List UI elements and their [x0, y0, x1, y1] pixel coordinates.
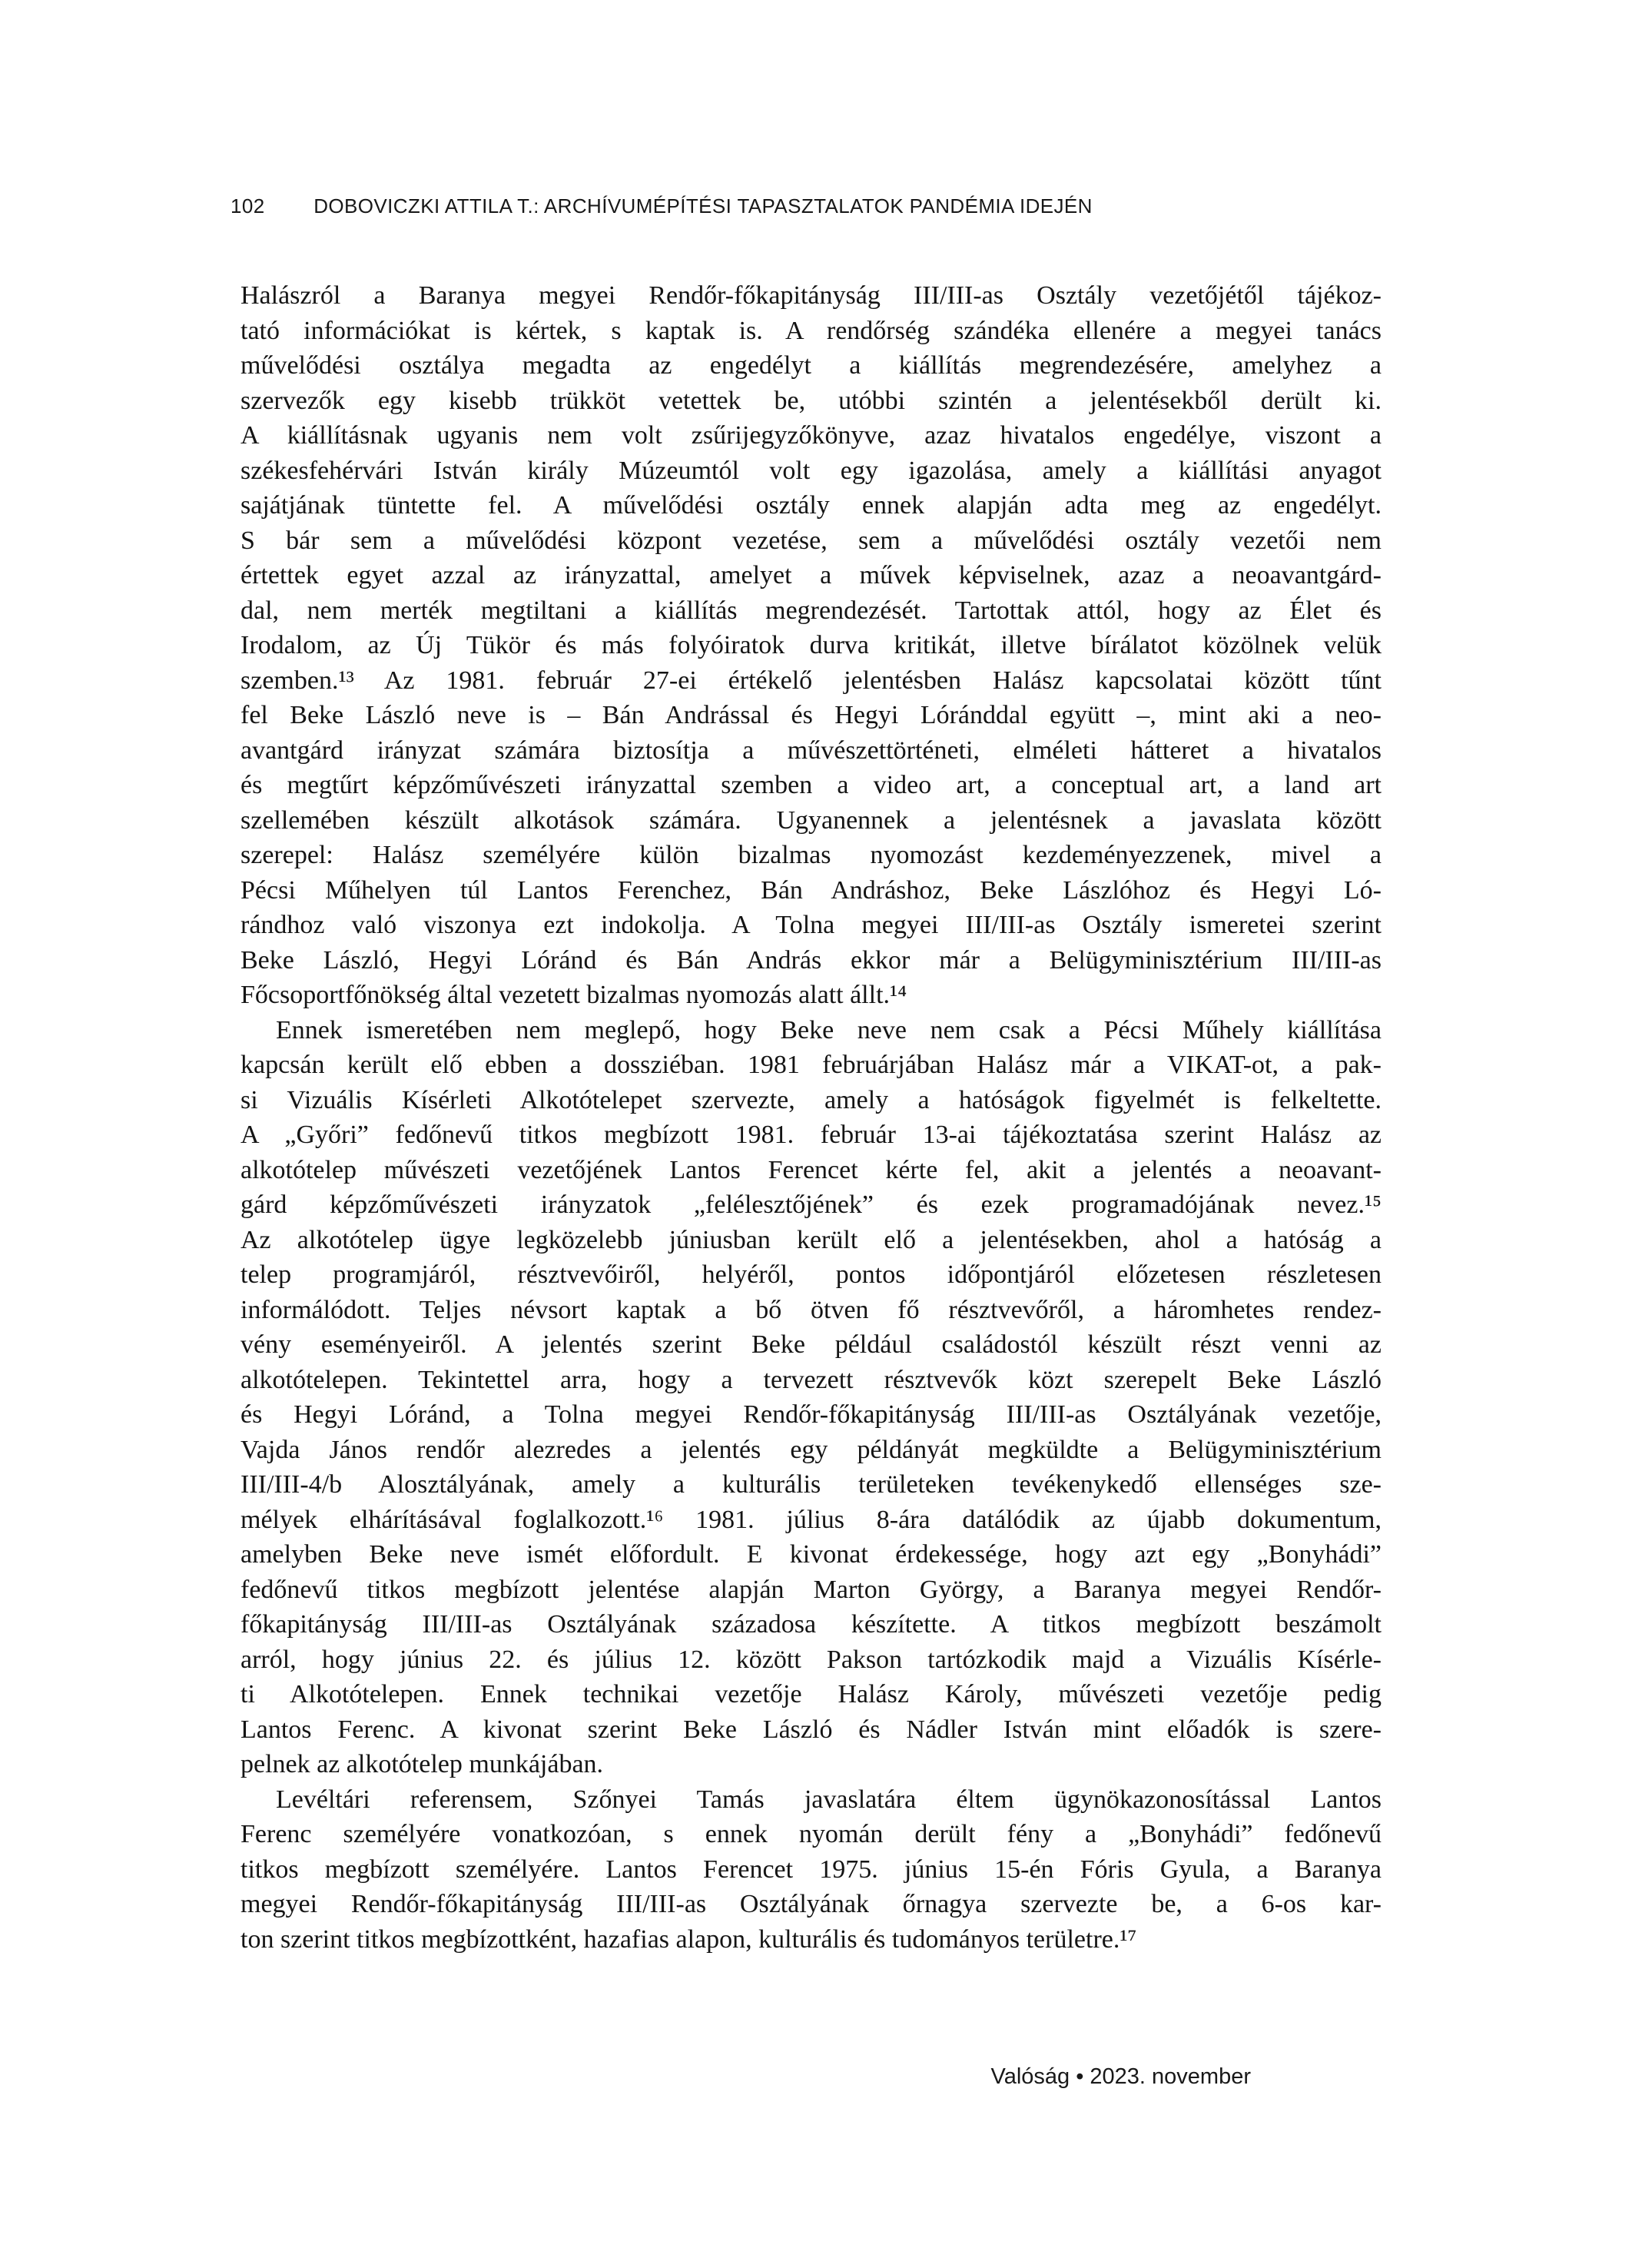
paragraph-1 — [240, 278, 1382, 1013]
text-line: ton szerint titkos megbízottként, hazafias alapon, kulturális és tudományos területre.¹⁷ — [240, 1924, 1137, 1954]
page-number: 102 — [231, 194, 265, 218]
page-header — [231, 194, 1401, 218]
text-line: szervezők egy kisebb trükköt vetettek be, utóbbi szintén a jelentésekből derült ki. — [240, 386, 1382, 415]
text-line: tató információkat is kértek, s kaptak is. A rendőrség szándéka ellenére a megyei tanács — [240, 316, 1382, 345]
article-body — [240, 278, 1382, 1957]
text-line: sajátjának tüntette fel. A művelődési osztály ennek alapján adta meg az engedélyt. — [240, 491, 1382, 520]
text-line: és Hegyi Lóránd, a Tolna megyei Rendőr-főkapitányság III/III-as Osztályának vezetője, — [240, 1400, 1382, 1429]
text-line: szellemében készült alkotások számára. Ugyanennek a jelentésnek a javaslata között — [240, 805, 1382, 835]
page-footer — [240, 2063, 1251, 2090]
text-line: művelődési osztálya megadta az engedélyt a kiállítás megrendezésére, amelyhez a — [240, 351, 1382, 380]
text-line: Ennek ismeretében nem meglepő, hogy Beke neve nem csak a Pécsi Műhely kiállítása — [276, 1015, 1382, 1044]
text-line: avantgárd irányzat számára biztosítja a művészettörténeti, elméleti hátteret a hivatalos — [240, 736, 1382, 765]
text-line: alkotótelepen. Tekintettel arra, hogy a tervezett résztvevők közt szerepelt Beke László — [240, 1365, 1382, 1394]
text-line: alkotótelep művészeti vezetőjének Lantos Ferencet kérte fel, akit a jelentés a neoavant- — [240, 1155, 1382, 1184]
text-line: Pécsi Műhelyen túl Lantos Ferenchez, Bán Andráshoz, Beke Lászlóhoz és Hegyi Ló- — [240, 875, 1382, 905]
text-line: Az alkotótelep ügye legközelebb júniusban került elő a jelentésekben, ahol a hatóság a — [240, 1225, 1382, 1254]
text-line: informálódott. Teljes névsort kaptak a bő ötven fő résztvevőről, a háromhetes rendez- — [240, 1295, 1382, 1324]
text-line: telep programjáról, résztvevőiről, helyéről, pontos időpontjáról előzetesen részletesen — [240, 1260, 1382, 1289]
text-line: értettek egyet azzal az irányzattal, amelyet a művek képviselnek, azaz a neoavantgárd- — [240, 561, 1382, 589]
text-line: Ferenc személyére vonatkozóan, s ennek nyomán derült fény a „Bonyhádi” fedőnevű — [240, 1820, 1382, 1848]
text-line: kapcsán került elő ebben a dossziéban. 1981 februárjában Halász már a VIKAT-ot, a pak- — [240, 1051, 1382, 1079]
text-line: Beke László, Hegyi Lóránd és Bán András ekkor már a Belügyminisztérium III/III-as — [240, 945, 1382, 975]
text-line: III/III-4/b Alosztályának, amely a kulturális területeken tevékenykedő ellenséges sze- — [240, 1470, 1382, 1499]
text-line: titkos megbízott személyére. Lantos Ferencet 1975. június 15-én Fóris Gyula, a Baranya — [240, 1855, 1382, 1884]
journal-issue-line: Valóság • 2023. november — [990, 2064, 1251, 2089]
text-line: szemben.¹³ Az 1981. február 27-ei értékelő jelentésben Halász kapcsolatai között tűnt — [240, 666, 1382, 695]
text-line: mélyek elhárításával foglalkozott.¹⁶ 1981. július 8-ára datálódik az újabb dokumentum, — [240, 1505, 1382, 1534]
paragraph-2 — [240, 1013, 1382, 1782]
text-line: Halászról a Baranya megyei Rendőr-főkapitányság III/III-as Osztály vezetőjétől tájékoz- — [240, 281, 1382, 310]
text-line: Irodalom, az Új Tükör és más folyóiratok durva kritikát, illetve bírálatot közölnek velük — [240, 631, 1382, 659]
paragraph-3 — [240, 1782, 1382, 1958]
text-line: megyei Rendőr-főkapitányság III/III-as Osztályának őrnagya szervezte be, a 6-os kar- — [240, 1890, 1382, 1918]
text-line: Vajda János rendőr alezredes a jelentés egy példányát megküldte a Belügyminisztérium — [240, 1435, 1382, 1464]
text-line: A „Győri” fedőnevű titkos megbízott 1981. február 13-ai tájékoztatása szerint Halász az — [240, 1121, 1382, 1149]
text-line: rándhoz való viszonya ezt indokolja. A Tolna megyei III/III-as Osztály ismeretei szerint — [240, 911, 1382, 939]
text-line: szerepel: Halász személyére külön bizalmas nyomozást kezdeményezzenek, mivel a — [240, 841, 1382, 869]
text-line: pelnek az alkotótelep munkájában. — [240, 1750, 604, 1778]
running-title: DOBOVICZKI ATTILA T.: ARCHÍVUMÉPÍTÉSI TAPASZTALATOK PANDÉMIA IDEJÉN — [313, 194, 1093, 218]
text-line: Főcsoportfőnökség által vezetett bizalmas nyomozás alatt állt.¹⁴ — [240, 981, 907, 1009]
text-line: ti Alkotótelepen. Ennek technikai vezetője Halász Károly, művészeti vezetője pedig — [240, 1680, 1382, 1708]
text-line: si Vizuális Kísérleti Alkotótelepet szervezte, amely a hatóságok figyelmét is felkeltette. — [240, 1085, 1382, 1114]
text-line: A kiállításnak ugyanis nem volt zsűrijegyzőkönyve, azaz hivatalos engedélye, viszont a — [240, 421, 1382, 450]
text-line: arról, hogy június 22. és július 12. között Pakson tartózkodik majd a Vizuális Kísérle- — [240, 1645, 1382, 1674]
text-line: fedőnevű titkos megbízott jelentése alapján Marton György, a Baranya megyei Rendőr- — [240, 1575, 1382, 1604]
text-line: fel Beke László neve is – Bán Andrással és Hegyi Lóránddal együtt –, mint aki a neo- — [240, 701, 1382, 729]
text-line: Levéltári referensem, Szőnyei Tamás javaslatára éltem ügynökazonosítással Lantos — [276, 1785, 1382, 1814]
text-line: dal, nem merték megtiltani a kiállítás megrendezését. Tartottak attól, hogy az Élet és — [240, 596, 1382, 625]
text-line: S bár sem a művelődési központ vezetése, sem a művelődési osztály vezetői nem — [240, 526, 1382, 555]
text-line: és megtűrt képzőművészeti irányzattal szemben a video art, a conceptual art, a land art — [240, 771, 1382, 799]
text-line: amelyben Beke neve ismét előfordult. E kivonat érdekessége, hogy azt egy „Bonyhádi” — [240, 1540, 1382, 1569]
text-line: főkapitányság III/III-as Osztályának századosa készítette. A titkos megbízott beszámolt — [240, 1610, 1382, 1639]
text-line: vény eseményeiről. A jelentés szerint Beke például családostól készült részt venni az — [240, 1330, 1382, 1359]
text-line: Lantos Ferenc. A kivonat szerint Beke László és Nádler István mint előadók is szere- — [240, 1715, 1382, 1744]
text-line: gárd képzőművészeti irányzatok „felélesztőjének” és ezek programadójának nevez.¹⁵ — [240, 1190, 1382, 1219]
text-line: székesfehérvári István király Múzeumtól volt egy igazolása, amely a kiállítási anyagot — [240, 456, 1382, 485]
